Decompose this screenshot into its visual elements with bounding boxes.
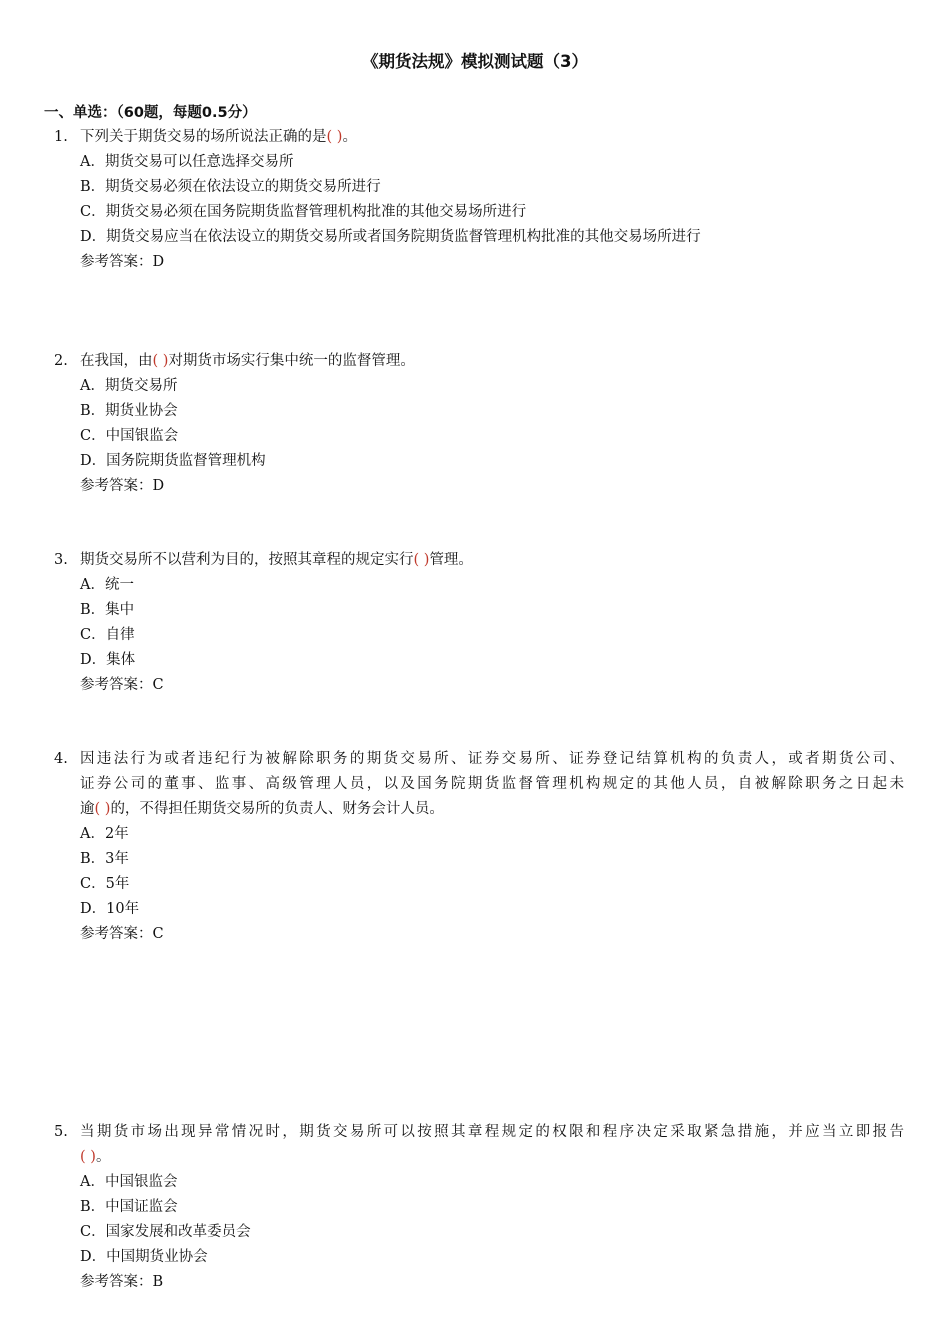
answer-blank: ( ): [326, 129, 343, 145]
question-5: [0, 1120, 950, 1295]
reference-answer: 参考答案：C: [80, 926, 164, 942]
option-a: A．期货交易可以任意选择交易所: [80, 154, 294, 170]
option-a: A．统一: [80, 577, 134, 593]
section-heading: 一、单选：（60题，每题0.5分）: [44, 105, 257, 121]
option-c: C．中国银监会: [80, 428, 179, 444]
option-c: C．5年: [80, 876, 130, 892]
question-text: 期货交易所不以营利为目的，按照其章程的规定实行( )管理。: [80, 552, 473, 568]
option-d: D．中国期货业协会: [80, 1249, 208, 1265]
question-4: [0, 747, 950, 947]
question-text: 证券公司的董事、监事、高级管理人员，以及国务院期货监督管理机构规定的其他人员，自被解除职务之日起未: [80, 776, 904, 792]
answer-blank: ( ): [80, 1149, 96, 1165]
question-text: 当期货市场出现异常情况时，期货交易所可以按照其章程规定的权限和程序决定采取紧急措施，并应当立即报告: [80, 1124, 904, 1140]
question-stem: [0, 349, 950, 374]
option-d: D．集体: [80, 652, 136, 668]
question-stem-line-2: [0, 772, 950, 797]
option-d: D．10年: [80, 901, 140, 917]
question-stem-line-3: [0, 797, 950, 822]
option-b: B．集中: [80, 602, 135, 618]
question-stem-line-2: [0, 1145, 950, 1170]
option-b: B．中国证监会: [80, 1199, 178, 1215]
option-d: D．期货交易应当在依法设立的期货交易所或者国务院期货监督管理机构批准的其他交易场所进行: [80, 229, 701, 245]
option-c: C．国家发展和改革委员会: [80, 1224, 251, 1240]
question-3: [0, 548, 950, 698]
answer-blank: ( ): [152, 353, 169, 369]
option-c: C．自律: [80, 627, 135, 643]
question-number: 5.: [54, 1124, 68, 1140]
question-text: 下列关于期货交易的场所说法正确的是( )。: [80, 129, 357, 145]
question-stem-line-1: [0, 1120, 950, 1145]
question-stem-line-1: [0, 747, 950, 772]
option-c: C．期货交易必须在国务院期货监督管理机构批准的其他交易场所进行: [80, 204, 527, 220]
question-text: 逾( )的，不得担任期货交易所的负责人、财务会计人员。: [80, 801, 444, 817]
question-2: [0, 349, 950, 499]
question-text: 因违法行为或者违纪行为被解除职务的期货交易所、证券交易所、证券登记结算机构的负责人，或者期货公司、: [80, 751, 904, 767]
answer-blank: ( ): [94, 801, 111, 817]
option-d: D．国务院期货监督管理机构: [80, 453, 266, 469]
option-b: B．期货交易必须在依法设立的期货交易所进行: [80, 179, 381, 195]
option-b: B．期货业协会: [80, 403, 178, 419]
page-title: 《期货法规》模拟测试题（3）: [362, 52, 588, 71]
answer-blank: ( ): [413, 552, 430, 568]
question-text: ( )。: [80, 1149, 111, 1165]
answer-value: D: [152, 254, 165, 270]
answer-value: D: [152, 478, 165, 494]
option-a: A．中国银监会: [80, 1174, 178, 1190]
answer-value: C: [152, 926, 164, 942]
answer-value: C: [152, 677, 164, 693]
option-b: B．3年: [80, 851, 129, 867]
question-text: 在我国，由( )对期货市场实行集中统一的监督管理。: [80, 353, 415, 369]
question-number: 2.: [54, 353, 68, 369]
question-stem: [0, 125, 950, 150]
reference-answer: 参考答案：D: [80, 478, 165, 494]
reference-answer: 参考答案：B: [80, 1274, 164, 1290]
option-a: A．2年: [80, 826, 129, 842]
option-a: A．期货交易所: [80, 378, 178, 394]
reference-answer: 参考答案：C: [80, 677, 164, 693]
question-number: 4.: [54, 751, 68, 767]
answer-value: B: [152, 1274, 164, 1290]
question-stem: [0, 548, 950, 573]
reference-answer: 参考答案：D: [80, 254, 165, 270]
question-number: 1.: [54, 129, 68, 145]
question-number: 3.: [54, 552, 68, 568]
question-1: [0, 125, 950, 275]
